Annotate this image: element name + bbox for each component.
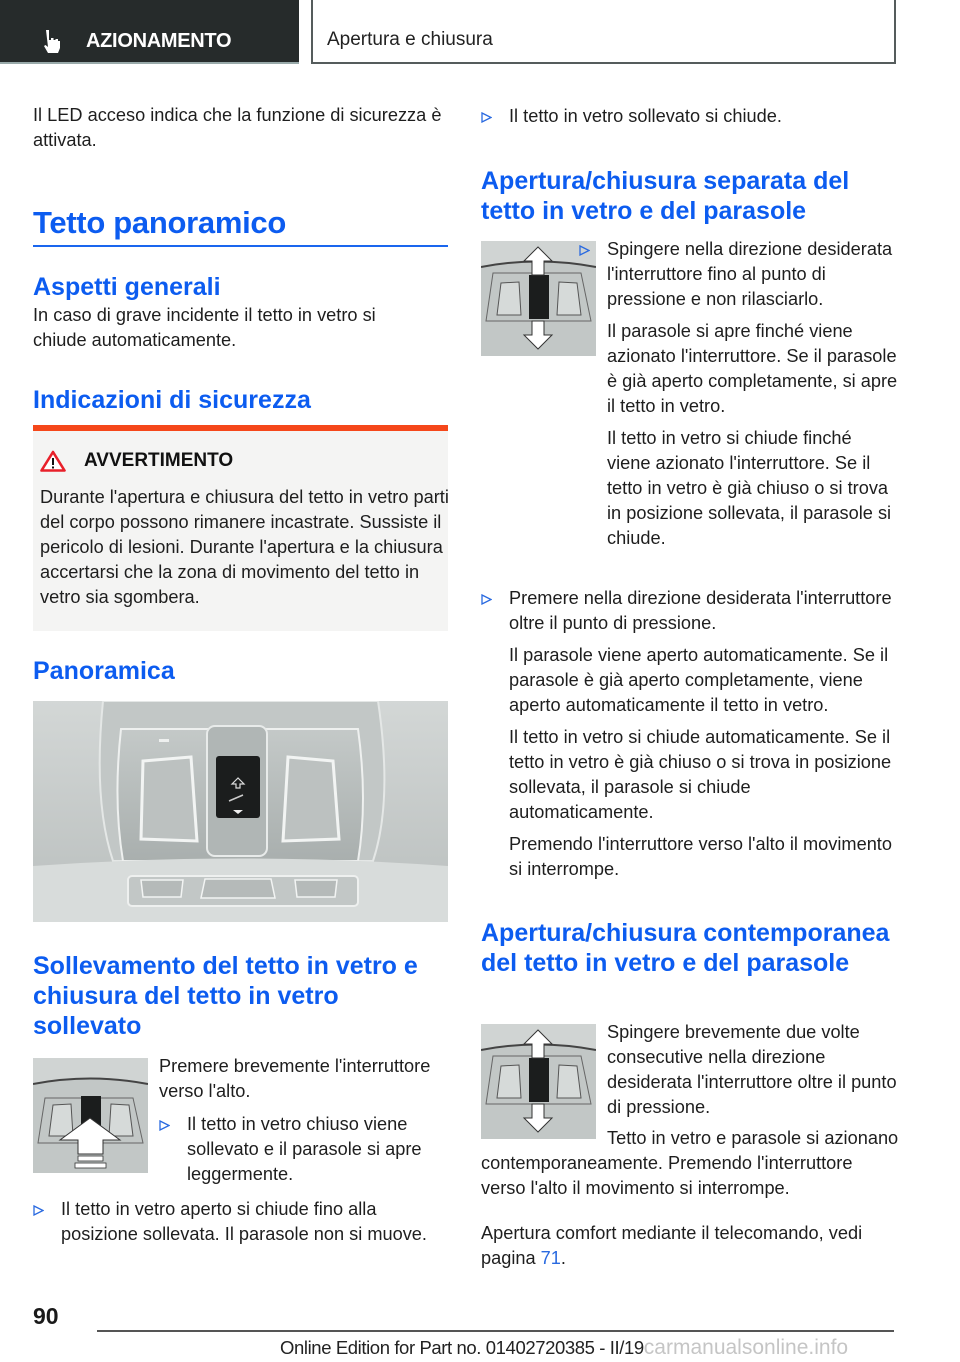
page-number: 90 bbox=[33, 1303, 59, 1329]
section-tab bbox=[0, 0, 299, 64]
sollevamento-text: Premere brevemente l'interruttore verso l'alto. bbox=[159, 1056, 431, 1101]
bullet-text: Premere nella direzione desiderata l'interruttore oltre il punto di pressione. bbox=[509, 588, 892, 633]
warning-title: AVVERTIMENTO bbox=[84, 450, 234, 471]
heading-sollevamento: Sollevamento del tetto in vetro e chiusura del tetto in vetro sollevato bbox=[33, 952, 418, 1040]
comfort-text: Apertura comfort mediante il telecomando, vedi pagina bbox=[481, 1223, 863, 1268]
roof-console-overview-image bbox=[33, 701, 448, 922]
heading-panoramica: Panoramica bbox=[33, 657, 175, 685]
footer-edition bbox=[280, 1336, 848, 1360]
bullet-triangle-icon bbox=[579, 245, 590, 256]
warning-box bbox=[33, 425, 448, 631]
heading-separata: Apertura/chiusura separata del tetto in vetro e del parasole bbox=[481, 167, 850, 225]
bullet-item bbox=[481, 104, 896, 129]
watermark: carmanualsonline.info bbox=[643, 1336, 849, 1359]
intro-text-block bbox=[33, 103, 448, 153]
section-contemporanea bbox=[481, 918, 896, 978]
intro-text: Il LED acceso indica che la funzione di sicurezza è attivata. bbox=[33, 105, 442, 150]
warning-triangle-icon bbox=[40, 450, 66, 472]
warning-header bbox=[40, 450, 233, 472]
bullet-text: Il tetto in vetro aperto si chiude fino alla posizione sollevata. Il parasole non si muove. bbox=[61, 1199, 427, 1244]
switch-up-arrow-illustration bbox=[33, 1058, 148, 1173]
bullet-item bbox=[579, 237, 899, 312]
section-aspetti-generali bbox=[33, 272, 448, 353]
separata-paragraph: Premendo l'interruttore verso l'alto il movimento si interrompe. bbox=[509, 834, 892, 879]
aspetti-text: In caso di grave incidente il tetto in vetro si chiude automaticamente. bbox=[33, 305, 376, 350]
section-separata bbox=[481, 166, 896, 226]
separata-auto-block bbox=[481, 586, 899, 882]
heading-aspetti-generali: Aspetti generali bbox=[33, 273, 221, 301]
contemporanea-text-block bbox=[607, 1020, 899, 1120]
comfort-end: . bbox=[560, 1248, 566, 1268]
switch-double-push-image bbox=[481, 1024, 596, 1139]
contemporanea-text2-block bbox=[481, 1126, 899, 1201]
switch-up-down-illustration bbox=[481, 1024, 596, 1139]
section-tetto-panoramico bbox=[33, 205, 448, 247]
footer-rule bbox=[97, 1330, 894, 1332]
pointing-hand-icon bbox=[40, 29, 62, 53]
heading-contemporanea: Apertura/chiusura contemporanea del tetto in vetro e del parasole bbox=[481, 919, 890, 977]
bullet-item bbox=[159, 1112, 451, 1187]
section-sollevamento bbox=[33, 951, 448, 1041]
contemporanea-text: Spingere brevemente due volte consecutive nella direzione desiderata l'interruttore oltre il punto di pressione. bbox=[607, 1022, 897, 1117]
roof-console-illustration bbox=[33, 701, 448, 922]
separata-text-block bbox=[607, 237, 899, 551]
warning-text: Durante l'apertura e chiusura del tetto in vetro parti del corpo possono rimanere incastrate. Sussiste il pericolo di lesioni. Durante l'apertura e la chiusura accertarsi che la zona di movimento del tetto in vetro sia sgombera. bbox=[40, 487, 449, 607]
section-panoramica bbox=[33, 656, 448, 686]
separata-paragraph: Il parasole si apre finché viene azionato l'interruttore. Se il parasole è già aperto completamente, si apre il tetto in vetro. bbox=[607, 321, 898, 416]
separata-paragraph: Il tetto in vetro si chiude automaticamente. Se il tetto in vetro è già chiuso o si trova in posizione sollevata, il parasole si chiude automaticamente. bbox=[509, 727, 892, 822]
bullet-text: Il tetto in vetro chiuso viene sollevato e il parasole si apre leggermente. bbox=[187, 1114, 422, 1184]
bullet-triangle-icon bbox=[481, 112, 492, 123]
bullet-item bbox=[33, 1197, 448, 1247]
edition-text: Online Edition for Part no. 01402720385 - II/19 bbox=[280, 1337, 644, 1358]
heading-rule bbox=[33, 245, 448, 247]
comfort-text-block bbox=[481, 1221, 899, 1271]
contemporanea-text-2: Tetto in vetro e parasole si azionano contemporaneamente. Premendo l'interruttore verso l'alto il movimento si interrompe. bbox=[481, 1128, 899, 1198]
page-link-71[interactable]: 71 bbox=[540, 1248, 561, 1268]
bullet-triangle-icon bbox=[159, 1120, 170, 1131]
sollevamento-text-block bbox=[159, 1054, 451, 1187]
heading-tetto-panoramico: Tetto panoramico bbox=[33, 205, 286, 240]
chapter-header bbox=[311, 0, 896, 64]
bullet-text: Il tetto in vetro sollevato si chiude. bbox=[509, 106, 782, 126]
chapter-title: Apertura e chiusura bbox=[327, 29, 493, 50]
switch-push-up-image bbox=[33, 1058, 148, 1173]
bullet-text: Spingere nella direzione desiderata l'interruttore fino al punto di pressione e non rilasciarlo. bbox=[607, 239, 893, 309]
section-indicazioni bbox=[33, 385, 448, 415]
separata-paragraph: Il parasole viene aperto automaticamente. Se il parasole è già aperto completamente, viene aperto automaticamente il tetto in vetro. bbox=[509, 645, 889, 715]
section-label: AZIONAMENTO bbox=[86, 30, 232, 52]
bullet-triangle-icon bbox=[481, 594, 492, 605]
bullet-triangle-icon bbox=[33, 1205, 44, 1216]
heading-indicazioni-sicurezza: Indicazioni di sicurezza bbox=[33, 386, 311, 414]
bullet-item bbox=[481, 586, 899, 636]
separata-paragraph: Il tetto in vetro si chiude finché viene azionato l'interruttore. Se il tetto in vetro è già chiuso o si trova in posizione sollevata, il parasole si chiude. bbox=[607, 428, 892, 548]
